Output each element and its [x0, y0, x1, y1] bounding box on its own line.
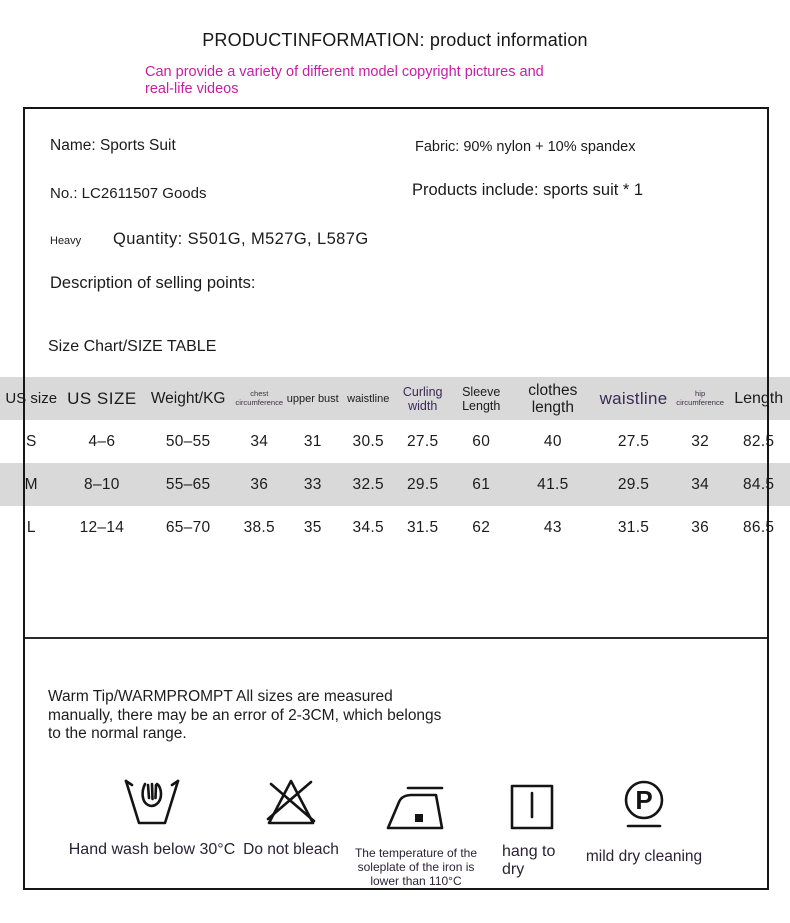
cell: 40 [543, 432, 562, 450]
cell: L [26, 518, 36, 536]
page-subtitle: Can provide a variety of different model copyright pictures and real-life videos [145, 64, 544, 97]
col-weight: Weight/KG [150, 389, 226, 407]
cell: 27.5 [617, 432, 650, 450]
care-label: Hand wash below 30°C [68, 841, 236, 858]
iron-low-temp-icon [384, 774, 448, 834]
cell: 29.5 [407, 475, 439, 493]
col-waistline: waistline [347, 392, 390, 405]
care-item-do-not-bleach [243, 770, 339, 859]
care-label: hang to dry [502, 843, 556, 879]
col-curling-width: Curling width [402, 384, 443, 413]
page-title: PRODUCTINFORMATION: product information [202, 30, 588, 50]
care-item-dry-clean [578, 772, 710, 866]
col-waistline-2: waistline [599, 388, 668, 408]
cell: 43 [543, 518, 562, 536]
care-item-hand-wash [62, 770, 242, 859]
product-fabric: Fabric: 90% nylon + 10% spandex [415, 139, 636, 155]
cell: 34.5 [352, 518, 384, 536]
cell: 55–65 [165, 475, 211, 493]
cell: 62 [472, 518, 491, 536]
col-clothes-length: clothes length [528, 381, 578, 416]
col-length: Length [734, 389, 784, 407]
care-label: Do not bleach [243, 841, 339, 858]
col-upper-bust: upper bust [286, 392, 339, 405]
product-quantity: Quantity: S501G, M527G, L587G [113, 230, 369, 248]
cell: 82.5 [742, 432, 775, 450]
cell: S [25, 432, 37, 450]
description-heading: Description of selling points: [50, 274, 256, 292]
svg-text:P: P [635, 785, 653, 815]
cell: 65–70 [165, 518, 211, 536]
cell: 32 [691, 432, 710, 450]
cell: 12–14 [79, 518, 125, 536]
care-label: mild dry cleaning [585, 848, 703, 865]
product-name: Name: Sports Suit [50, 137, 176, 154]
care-label: The temperature of the soleplate of the iron is lower than 110°C [354, 846, 478, 888]
table-row-s [0, 420, 790, 463]
cell: 8–10 [84, 475, 120, 493]
cell: 86.5 [742, 518, 775, 536]
table-row-l [0, 506, 790, 549]
cell: 31.5 [617, 518, 650, 536]
cell: 41.5 [537, 475, 569, 493]
cell: 36 [691, 518, 710, 536]
cell: 50–55 [165, 432, 211, 450]
size-table-header-row [0, 377, 790, 420]
dry-clean-p-icon [618, 772, 670, 832]
cell: 35 [303, 518, 322, 536]
care-item-iron-low-temp [345, 774, 487, 888]
col-us-size-caps: US SIZE [67, 388, 137, 408]
col-hip: hip circumference [676, 389, 724, 407]
hang-to-dry-icon [507, 772, 557, 832]
cell: 61 [472, 475, 491, 493]
cell: 36 [250, 475, 269, 493]
care-item-hang-to-dry [496, 772, 568, 880]
cell: 34 [691, 475, 710, 493]
product-number: No.: LC2611507 Goods [50, 185, 207, 202]
section-divider [23, 637, 767, 639]
cell: 34 [250, 432, 269, 450]
cell: 31.5 [407, 518, 439, 536]
weight-note: Heavy [50, 235, 82, 247]
table-row-m [0, 463, 790, 506]
warm-tip-text: Warm Tip/WARMPROMPT All sizes are measured manually, there may be an error of 2-3CM, which belongs to the normal range. [48, 688, 442, 742]
col-sleeve-length: Sleeve Length [462, 384, 501, 413]
care-instructions-row [0, 770, 790, 895]
cell: 30.5 [352, 432, 384, 450]
col-us-size: US size [5, 390, 58, 407]
hand-wash-icon [121, 770, 183, 830]
cell: 32.5 [352, 475, 384, 493]
size-chart-heading: Size Chart/SIZE TABLE [48, 338, 217, 355]
cell: 60 [472, 432, 491, 450]
col-chest: chest circumference [235, 389, 284, 407]
cell: 4–6 [88, 432, 116, 450]
cell: 29.5 [617, 475, 650, 493]
do-not-bleach-icon [262, 770, 320, 830]
size-table [0, 377, 790, 549]
cell: M [24, 475, 38, 493]
cell: 84.5 [742, 475, 775, 493]
cell: 27.5 [407, 432, 439, 450]
cell: 38.5 [243, 518, 275, 536]
products-include: Products include: sports suit * 1 [412, 181, 644, 199]
cell: 31 [303, 432, 322, 450]
cell: 33 [303, 475, 322, 493]
